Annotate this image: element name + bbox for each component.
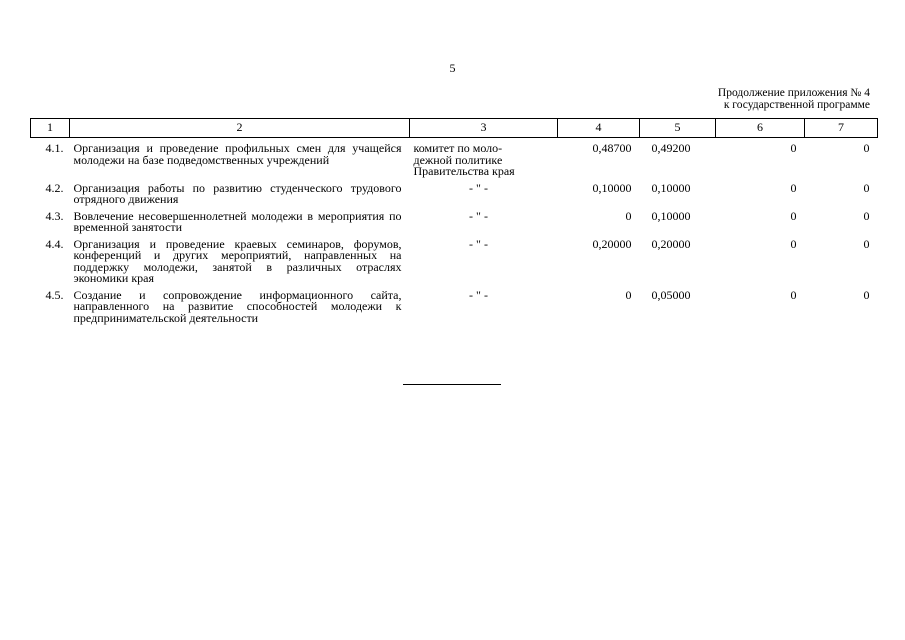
row-activity: Вовлечение несовершеннолетней молодежи в мероприятия по временной занятости bbox=[73, 208, 402, 234]
table-row bbox=[31, 234, 878, 285]
table-row bbox=[31, 285, 878, 325]
row-col4: 0,10000 bbox=[592, 180, 632, 195]
header-cell: 5 bbox=[640, 119, 716, 138]
row-col5: 0,10000 bbox=[651, 180, 691, 195]
row-col5: 0,10000 bbox=[651, 208, 691, 223]
row-col7: 0 bbox=[863, 287, 870, 302]
header-cell: 6 bbox=[716, 119, 805, 138]
table-row bbox=[31, 138, 878, 178]
closing-divider bbox=[403, 384, 501, 385]
row-col5: 0,49200 bbox=[651, 141, 691, 155]
header-row bbox=[31, 119, 878, 138]
row-col7: 0 bbox=[863, 236, 870, 251]
row-col7: 0 bbox=[863, 208, 870, 223]
row-number: 4.2. bbox=[45, 180, 64, 195]
row-col5: 0,20000 bbox=[651, 236, 691, 251]
header-cell: 4 bbox=[558, 119, 640, 138]
appendix-line-2: к государственной программе bbox=[723, 99, 870, 111]
row-responsible: - " - bbox=[469, 287, 488, 302]
row-responsible: - " - bbox=[469, 208, 488, 223]
row-col4: 0 bbox=[625, 208, 632, 223]
header-cell: 7 bbox=[805, 119, 878, 138]
appendix-note bbox=[718, 87, 870, 111]
program-table bbox=[30, 118, 878, 324]
row-responsible: комитет по моло- дежной политике Правительства края bbox=[413, 141, 515, 178]
row-activity: Организация работы по развитию студенческого трудового отрядного движения bbox=[73, 180, 402, 206]
row-number: 4.1. bbox=[45, 141, 64, 155]
row-col6: 0 bbox=[790, 236, 797, 251]
row-activity: Организация и проведение профильных смен для учащейся молодежи на базе подведомственных учреждений bbox=[73, 141, 402, 167]
row-col5: 0,05000 bbox=[651, 287, 691, 302]
header-cell: 3 bbox=[410, 119, 558, 138]
row-col6: 0 bbox=[790, 208, 797, 223]
header-cell: 2 bbox=[70, 119, 410, 138]
page-number: 5 bbox=[449, 61, 456, 75]
row-number: 4.5. bbox=[45, 287, 64, 302]
row-col6: 0 bbox=[790, 287, 797, 302]
table-row bbox=[31, 206, 878, 234]
row-activity: Организация и проведение краевых семинаров, форумов, конференций и других мероприятий, направленных на поддержку молодежи, занятой в различных отраслях экономики края bbox=[73, 236, 402, 285]
row-col7: 0 bbox=[863, 180, 870, 195]
row-responsible: - " - bbox=[469, 180, 488, 195]
row-col4: 0,48700 bbox=[592, 141, 632, 155]
row-responsible: - " - bbox=[469, 236, 488, 251]
row-col7: 0 bbox=[863, 141, 870, 155]
appendix-line-1: Продолжение приложения № 4 bbox=[717, 87, 870, 99]
row-col4: 0,20000 bbox=[592, 236, 632, 251]
header-cell: 1 bbox=[31, 119, 70, 138]
row-activity: Создание и сопровождение информационного сайта, направленного на развитие способностей молодежи к предпринимательской деятельности bbox=[73, 287, 402, 325]
row-number: 4.4. bbox=[45, 236, 64, 251]
row-number: 4.3. bbox=[45, 208, 64, 223]
row-col6: 0 bbox=[790, 180, 797, 195]
table-row bbox=[31, 178, 878, 206]
row-col6: 0 bbox=[790, 141, 797, 155]
row-col4: 0 bbox=[625, 287, 632, 302]
